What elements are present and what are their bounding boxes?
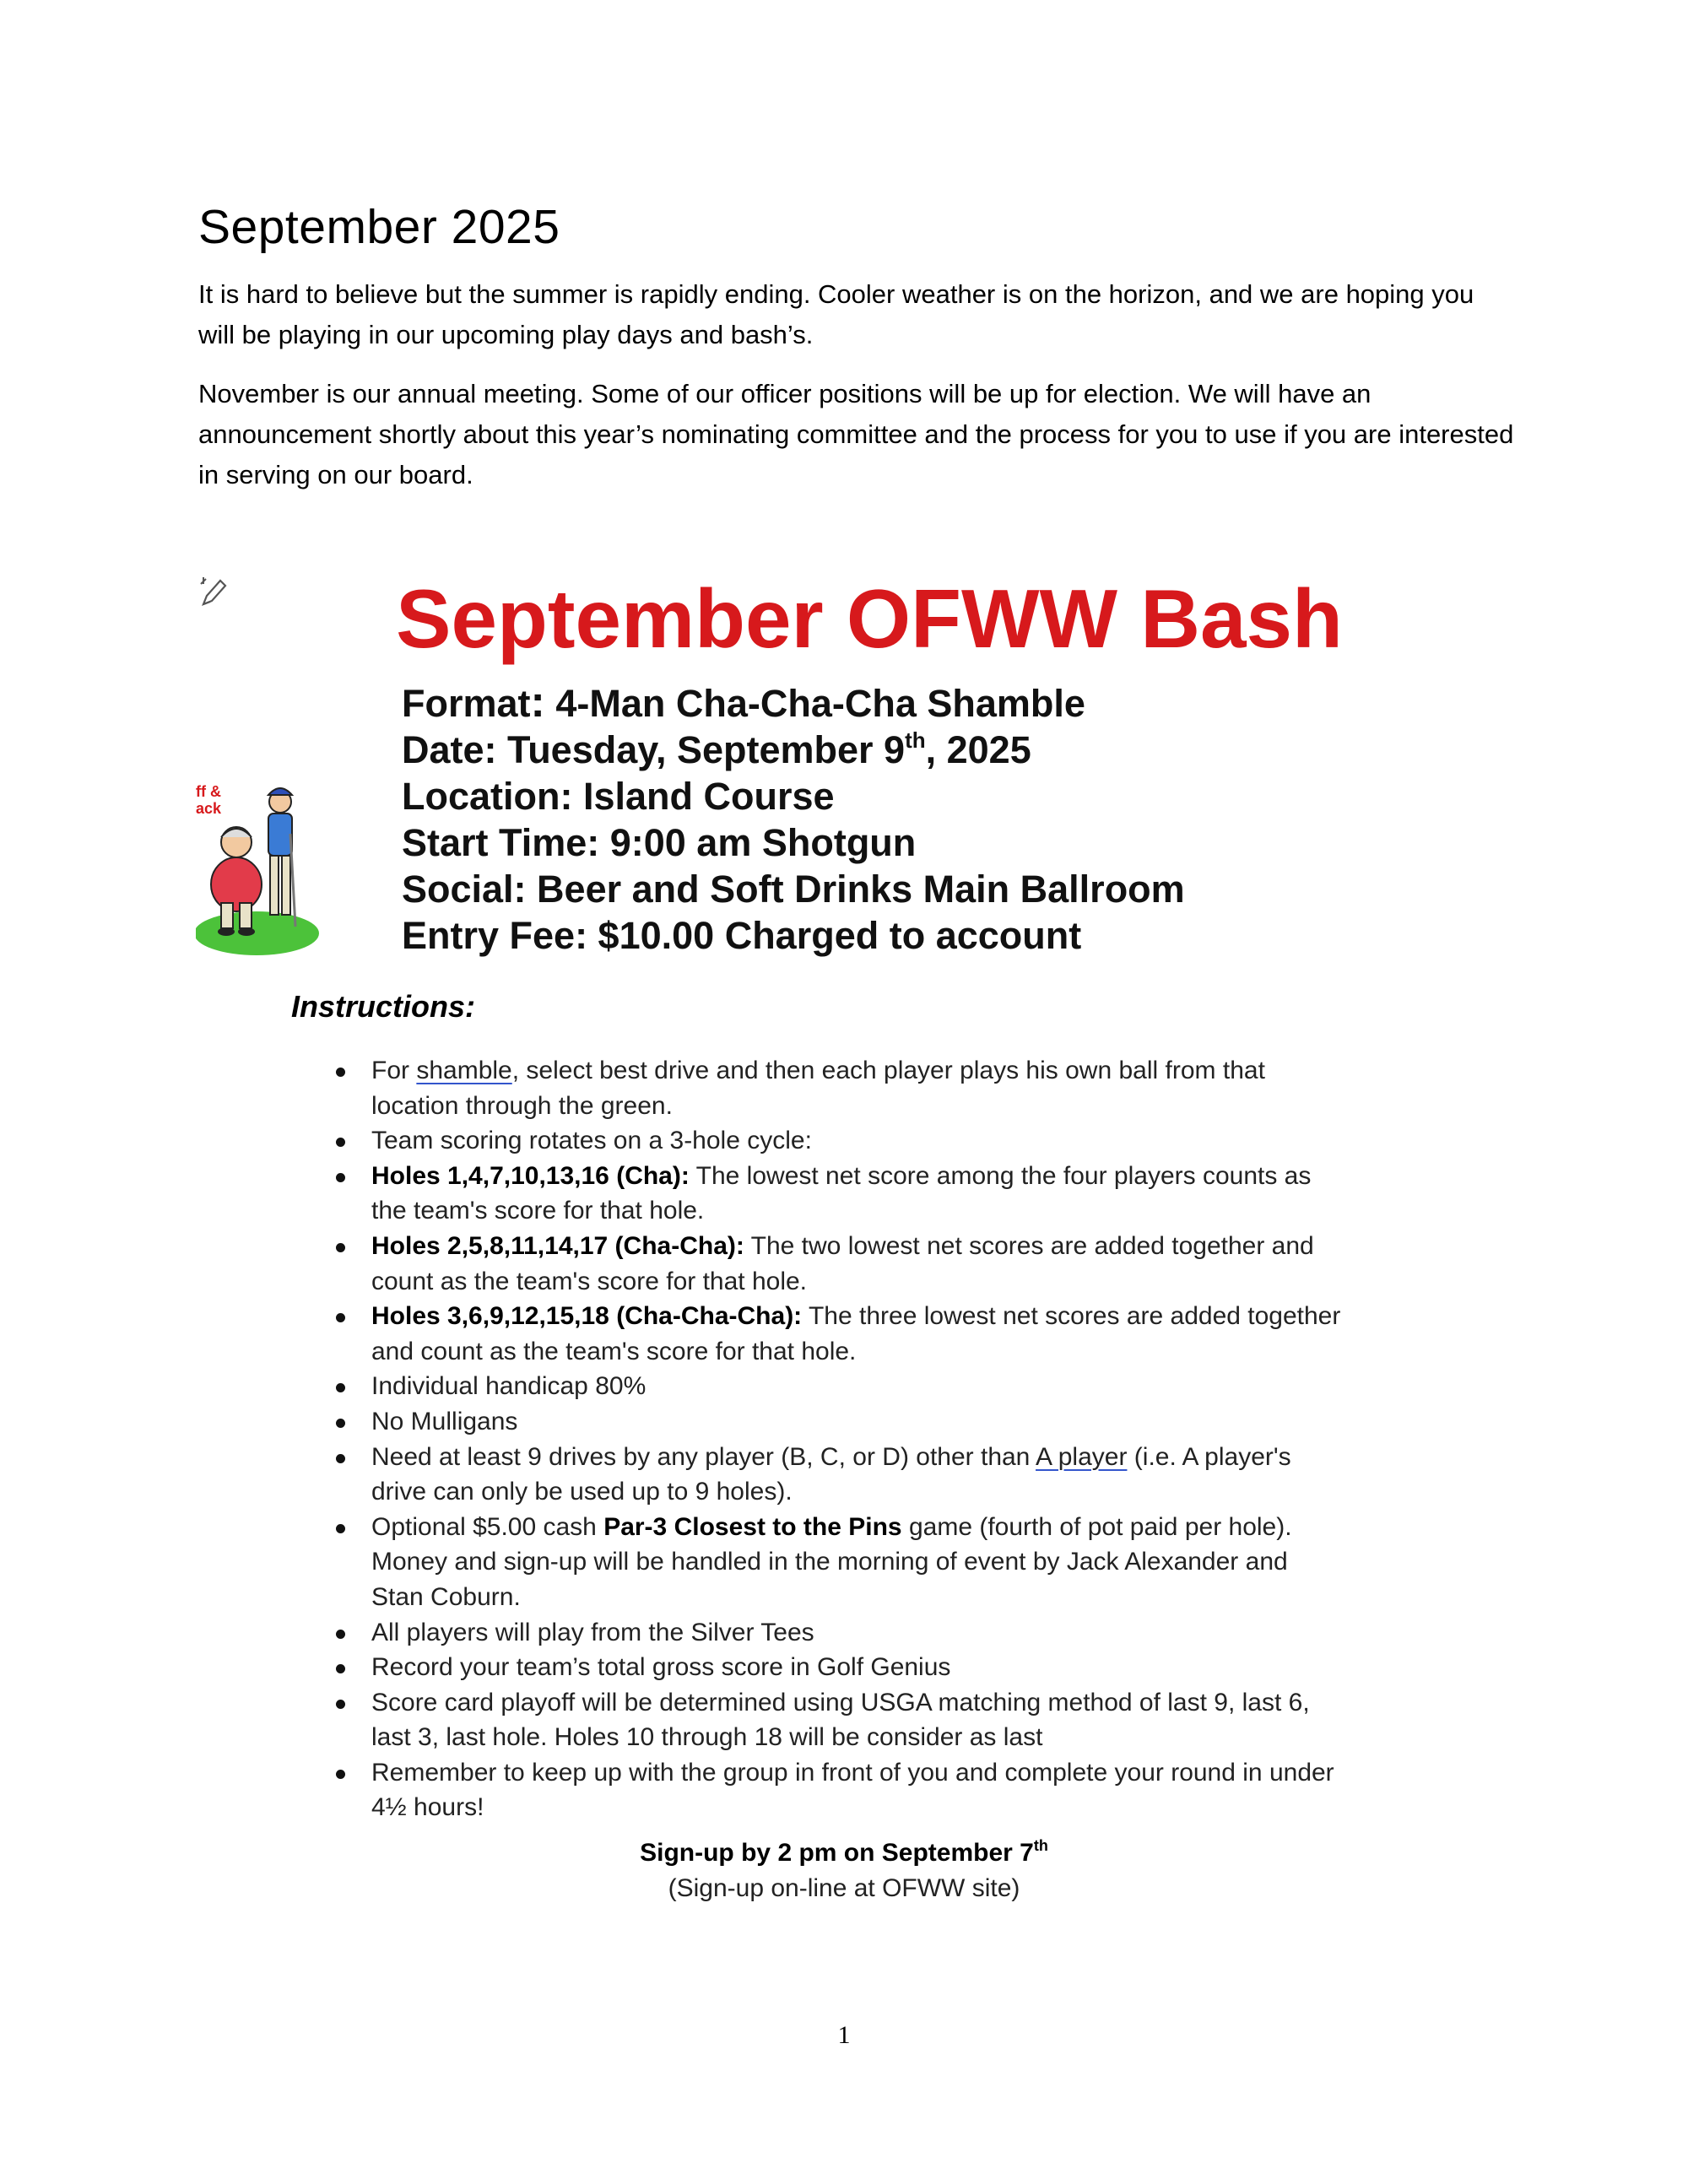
list-item: Record your team’s total gross score in Golf Genius <box>333 1650 1346 1685</box>
date-label: Date: <box>402 728 497 771</box>
detail-social: Social: Beer and Soft Drinks Main Ballroom <box>402 868 1185 911</box>
cha-cha-holes: Holes 2,5,8,11,14,17 (Cha-Cha): <box>371 1231 744 1260</box>
list-item-text: The three lowest net scores are added together and count as the team's score for that hole. <box>371 1302 1341 1365</box>
list-item: All players will play from the Silver Tees <box>333 1615 1346 1651</box>
list-item <box>333 1510 1346 1615</box>
detail-location: Location: Island Course <box>402 775 835 818</box>
cartoon-caption-text: ff & <box>196 783 221 800</box>
format-colon: : <box>530 678 545 727</box>
date-year: , 2025 <box>925 728 1031 771</box>
event-details <box>402 679 1499 959</box>
cha-holes: Holes 1,4,7,10,13,16 (Cha): <box>371 1161 690 1190</box>
list-item <box>333 1299 1346 1369</box>
date-value: Tuesday, September 9 <box>507 728 906 771</box>
list-item <box>333 1053 1346 1123</box>
flyer-title: September OFWW Bash <box>396 572 1343 665</box>
intro-paragraph-summer: It is hard to believe but the summer is rapidly ending. Cooler weather is on the horizon, and we are hoping you will be playing in our upcoming play days and bash’s. <box>198 279 1474 350</box>
shamble-term: shamble <box>416 1057 512 1084</box>
signup-deadline-suffix: th <box>1033 1837 1048 1854</box>
list-item: No Mulligans <box>333 1404 1346 1440</box>
list-item <box>333 1229 1346 1299</box>
list-item-text: The two lowest net scores are added together and count as the team's score for that hole. <box>371 1231 1314 1295</box>
detail-entry-fee: Entry Fee: $10.00 Charged to account <box>402 914 1082 957</box>
list-item: Individual handicap 80% <box>333 1369 1346 1404</box>
detail-start-time: Start Time: 9:00 am Shotgun <box>402 821 917 864</box>
signup-section <box>0 1835 1688 1906</box>
signup-deadline <box>0 1835 1688 1871</box>
list-item-text: game (fourth of pot paid per hole). Money and sign-up will be handled in the morning of event by Jack Alexander and Stan Coburn. <box>371 1512 1292 1611</box>
list-item-text: The lowest net score among the four players counts as the team's score for that hole. <box>371 1161 1312 1225</box>
list-item-text: Need at least 9 drives by any player (B, C, or D) other than <box>371 1442 1036 1471</box>
page-number: 1 <box>837 2021 851 2049</box>
cha-cha-cha-holes: Holes 3,6,9,12,15,18 (Cha-Cha-Cha): <box>371 1302 803 1331</box>
detail-format <box>402 679 1499 727</box>
signup-deadline-text: Sign-up by 2 pm on September 7 <box>640 1839 1034 1867</box>
list-item-text: (i.e. A player's drive can only be used up to 9 holes). <box>371 1442 1291 1506</box>
list-item: Team scoring rotates on a 3-hole cycle: <box>333 1123 1346 1159</box>
page-title: September 2025 <box>198 200 560 254</box>
list-item-text: Optional $5.00 cash <box>371 1512 604 1541</box>
list-item: Remember to keep up with the group in front of you and complete your round in under 4½ hours! <box>333 1755 1346 1825</box>
intro-section <box>198 198 1515 514</box>
detail-date <box>402 727 1499 773</box>
format-value: 4-Man Cha-Cha-Cha Shamble <box>555 682 1085 725</box>
instructions-list <box>333 1053 1346 1825</box>
golfers-cartoon-image <box>196 775 322 965</box>
a-player-term: A player <box>1036 1442 1128 1471</box>
list-item: Score card playoff will be determined using USGA matching method of last 9, last 6, last 3, last hole. Holes 10 through 18 will be consider as last <box>333 1685 1346 1755</box>
instructions-heading: Instructions: <box>291 989 476 1024</box>
signup-note: (Sign-up on-line at OFWW site) <box>668 1873 1020 1902</box>
format-label: Format <box>402 682 531 725</box>
par3-game: Par-3 Closest to the Pins <box>603 1512 902 1541</box>
list-item <box>333 1440 1346 1510</box>
date-suffix: th <box>905 727 926 753</box>
intro-paragraph-annual-meeting: November is our annual meeting. Some of our officer positions will be up for election. We will have an announcement shortly about this year’s nominating committee and the process for you to use if you are interested in serving on our board. <box>198 379 1514 490</box>
list-item <box>333 1159 1346 1229</box>
cartoon-caption-text-2: ack <box>196 800 222 817</box>
list-item-text: , select best drive and then each player plays his own ball from that location through the green. <box>371 1057 1265 1120</box>
list-item-text: For <box>371 1057 417 1084</box>
